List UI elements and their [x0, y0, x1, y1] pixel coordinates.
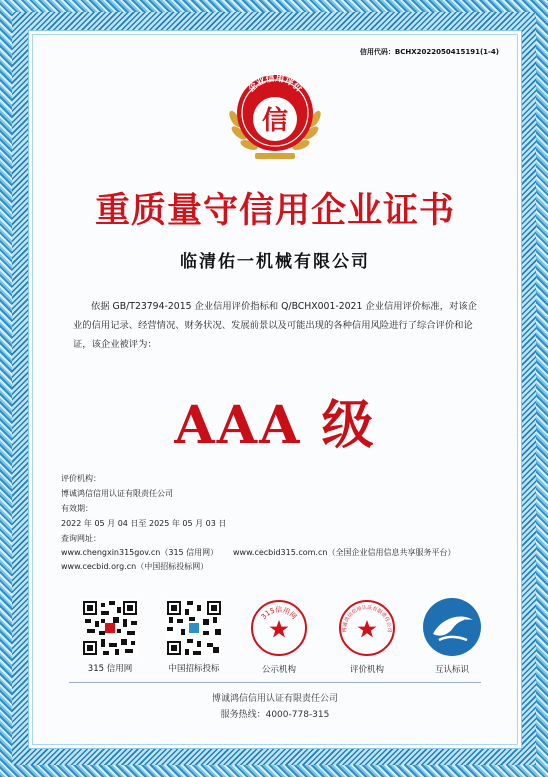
- svg-text:信: 信: [261, 106, 289, 136]
- valid-label: 有效期：: [61, 504, 93, 513]
- company-name: 临清佑一机械有限公司: [180, 252, 370, 272]
- svg-text:315信用网: 315信用网: [259, 605, 299, 621]
- qr-code-icon: [81, 599, 139, 657]
- query-url-3[interactable]: www.cecbid.org.cn（中国招标投标网）: [61, 562, 209, 571]
- stamp-evaluator: [337, 598, 397, 662]
- svg-text:企业信用评价: 企业信用评价: [246, 73, 304, 95]
- credit-grade: AAA 级: [174, 395, 376, 456]
- org-value: 博诚鸿信信用认证有限责任公司: [61, 489, 173, 498]
- mutual-recognition-logo: [421, 596, 483, 662]
- red-stamp-icon: [337, 598, 397, 658]
- qr-cecbid: [165, 599, 223, 661]
- valid-value: 2022 年 05 月 04 日至 2025 年 05 月 03 日: [61, 519, 227, 528]
- credit-code-label: 信用代码：: [359, 48, 395, 56]
- credit-code: [360, 47, 499, 57]
- red-stamp-icon: [249, 598, 309, 658]
- certificate-paper: [28, 30, 522, 749]
- evaluation-statement: 依据 GB/T23794-2015 企业信用评价指标和 Q/BCHX001-2021 企业信用评价标准，对该企业的信用记录、经营情况、财务状况、发展前景以及可能出现的各种信用风险进行了综合评价和论证，该企业被评为：: [73, 301, 477, 350]
- org-label: 评价机构：: [61, 474, 101, 483]
- badge-label-mutual: 互认标识: [434, 665, 469, 675]
- query-label: 查询网址：: [61, 534, 101, 543]
- badge-label-evaluator: 评价机构: [349, 665, 384, 675]
- footer-divider: [69, 682, 481, 683]
- credit-code-value: BCHX2022050415191(1-4): [394, 48, 499, 56]
- dolphin-logo-icon: [421, 596, 483, 658]
- footer-company: 博诚鸿信信用认证有限责任公司: [211, 694, 338, 704]
- svg-text:博诚鸿信信用认证有限责任公司: 博诚鸿信信用认证有限责任公司: [341, 604, 393, 633]
- badge-label-315: 315 信用网: [87, 664, 133, 674]
- qr-315: [81, 599, 139, 661]
- footer-hotline: 服务热线：4000-778-315: [220, 710, 330, 720]
- query-url-2[interactable]: www.cecbid315.com.cn（全国企业信用信息共享服务平台）: [233, 548, 456, 557]
- badge-label-public: 公示机构: [261, 665, 296, 675]
- seal-emblem-icon: [225, 61, 325, 165]
- qr-code-icon: [165, 599, 223, 657]
- certificate-title: 重质量守信用企业证书: [94, 191, 455, 231]
- badge-label-cecbid: 中国招标投标: [168, 664, 220, 674]
- query-url-1[interactable]: www.chengxin315gov.cn（315 信用网）: [61, 548, 219, 557]
- top-seal: [225, 61, 325, 165]
- stamp-public: [249, 598, 309, 662]
